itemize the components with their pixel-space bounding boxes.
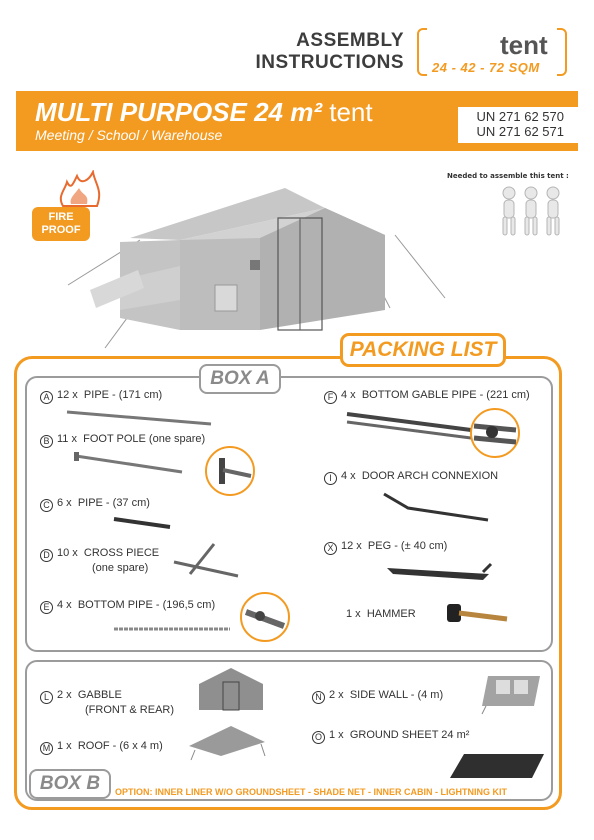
item-id: E	[40, 601, 53, 614]
side-wall-illustration	[478, 672, 544, 716]
document-title	[256, 30, 405, 74]
list-item	[40, 497, 150, 512]
bottom-pipe-illustration	[112, 624, 232, 634]
item-qty: 4 x	[341, 389, 356, 401]
item-name: BOTTOM PIPE - (196,5 cm)	[77, 599, 216, 611]
un-code-2: UN 271 62 571	[476, 124, 564, 139]
peg-illustration	[385, 562, 495, 584]
item-name: CROSS PIECE	[83, 547, 160, 559]
tent-word: tent	[500, 30, 548, 60]
product-title-main: MULTI PURPOSE 24 m²	[35, 97, 323, 127]
cross-piece-illustration	[170, 540, 242, 580]
fire-badge-line1: FIRE	[48, 211, 74, 223]
item-name: DOOR ARCH CONNEXION	[361, 470, 499, 482]
item-name: PIPE - (37 cm)	[77, 497, 150, 509]
hammer-icon	[445, 600, 511, 630]
ground-sheet-illustration	[448, 752, 548, 782]
list-item	[40, 740, 163, 755]
list-item	[324, 389, 530, 404]
item-id: O	[312, 731, 325, 744]
item-name: PEG - (± 40 cm)	[367, 540, 448, 552]
list-item	[312, 689, 443, 704]
item-id: D	[40, 549, 53, 562]
three-people-icon	[497, 186, 567, 238]
list-item	[40, 599, 215, 614]
product-title-tail: tent	[322, 97, 373, 127]
gable-pipe-detail-icon	[472, 410, 518, 456]
foot-pole-detail-icon	[207, 448, 253, 494]
needed-label: Needed to assemble this tent :	[447, 172, 569, 180]
item-note: (FRONT & REAR)	[85, 704, 175, 716]
bottom-gable-pipe-illustration	[345, 410, 475, 442]
list-item	[40, 547, 159, 562]
item-name: SIDE WALL - (4 m)	[349, 689, 444, 701]
box-a-label: BOX A	[199, 364, 281, 394]
item-note: (one spare)	[92, 562, 149, 574]
item-id: M	[40, 742, 53, 755]
pipe-37-illustration	[112, 515, 174, 531]
item-qty: 10 x	[57, 547, 78, 559]
list-item	[312, 729, 469, 744]
list-item	[40, 433, 205, 448]
item-id: A	[40, 391, 53, 404]
item-qty: 6 x	[57, 497, 72, 509]
item-qty: 11 x	[57, 433, 77, 445]
door-arch-connexion-illustration	[382, 490, 492, 524]
fire-badge-line2: PROOF	[41, 224, 81, 236]
item-id: L	[40, 691, 53, 704]
un-code-1: UN 271 62 570	[476, 109, 564, 124]
item-qty: 4 x	[341, 470, 356, 482]
item-name: FOOT POLE (one spare)	[83, 433, 206, 445]
bottom-pipe-detail-icon	[242, 594, 288, 640]
tent-illustration	[60, 180, 460, 355]
pipe-171-illustration	[65, 408, 215, 428]
item-id: C	[40, 499, 53, 512]
gable-pipe-detail-zoom	[470, 408, 520, 458]
product-title	[35, 97, 373, 128]
item-name: BOTTOM GABLE PIPE - (221 cm)	[361, 389, 530, 401]
roof-illustration	[185, 722, 269, 762]
item-name: HAMMER	[366, 608, 416, 620]
item-id: B	[40, 435, 53, 448]
list-item	[324, 540, 447, 555]
foot-pole-detail-zoom	[205, 446, 255, 496]
title-line-2: INSTRUCTIONS	[255, 52, 404, 73]
box-b-label: BOX B	[29, 769, 111, 799]
list-item	[40, 389, 162, 404]
title-line-1: ASSEMBLY	[296, 30, 404, 51]
size-range: 24 - 42 - 72 SQM	[432, 60, 540, 75]
option-text: INNER LINER W/O GROUNDSHEET - SHADE NET - INNER CABIN - LIGHTNING KIT	[155, 787, 508, 797]
packing-list-title: PACKING LIST	[340, 333, 506, 367]
item-qty: 12 x	[57, 389, 78, 401]
list-item	[346, 608, 416, 621]
list-item	[40, 689, 122, 704]
product-subtitle: Meeting / School / Warehouse	[35, 127, 223, 143]
item-id: I	[324, 472, 337, 485]
options-line	[115, 787, 507, 797]
option-label: OPTION:	[115, 787, 153, 797]
item-id: N	[312, 691, 325, 704]
foot-pole-illustration	[72, 450, 187, 476]
item-qty: 1 x	[329, 729, 344, 741]
item-id: X	[324, 542, 337, 555]
list-item	[324, 470, 498, 485]
item-id: F	[324, 391, 337, 404]
item-name: PIPE - (171 cm)	[83, 389, 163, 401]
item-qty: 2 x	[329, 689, 344, 701]
item-name: GROUND SHEET 24 m²	[349, 729, 470, 741]
item-qty: 12 x	[341, 540, 362, 552]
gable-panel-illustration	[195, 666, 267, 714]
bottom-pipe-detail-zoom	[240, 592, 290, 642]
item-qty: 4 x	[57, 599, 72, 611]
item-qty: 1 x	[57, 740, 72, 752]
item-qty: 2 x	[57, 689, 72, 701]
item-name: GABBLE	[77, 689, 122, 701]
item-name: ROOF - (6 x 4 m)	[77, 740, 163, 752]
item-qty: 1 x	[346, 608, 361, 620]
